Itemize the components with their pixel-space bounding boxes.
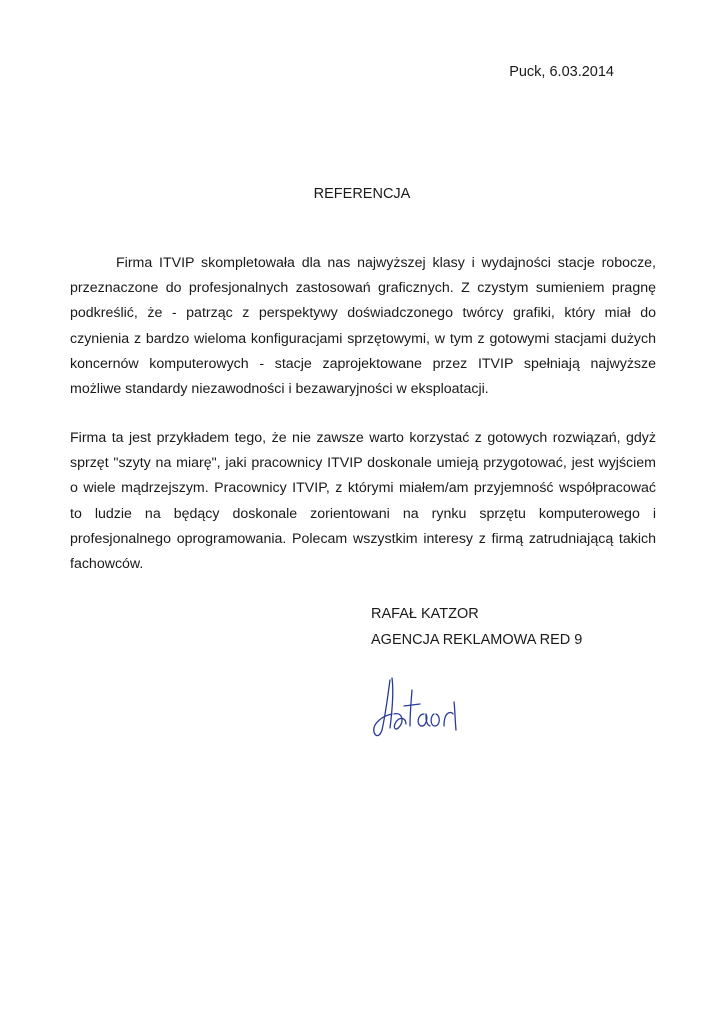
signature-icon	[368, 672, 468, 752]
sender-name: RAFAŁ KATZOR	[371, 606, 479, 622]
date-line: Puck, 6.03.2014	[509, 64, 614, 80]
sender-company: AGENCJA REKLAMOWA RED 9	[371, 631, 583, 648]
sender-block	[371, 602, 582, 653]
document-title: REFERENCJA	[313, 186, 411, 202]
paragraph-2: Firma ta jest przykładem tego, że nie zawsze warto korzystać z gotowych rozwiązań, gdyż sprzęt "szyty na miarę", jaki pracownicy ITVIP doskonale umieją przygotować, jest wyjściem o wiele mądrzejszym. Pracownicy ITVIP, z którymi miałem/am przyjemność współpracować to ludzie na będący doskonale zorientowani na rynku sprzętu komputerowego i profesjonalnego oprogramowania. Polecam wszystkim interesy z firmą zatrudniającą takich fachowców.	[70, 430, 656, 573]
paragraph-1: Firma ITVIP skompletowała dla nas najwyższej klasy i wydajności stacje robocze, przeznaczone do profesjonalnych zastosowań graficznych. Z czystym sumieniem pragnę podkreślić, że - patrząc z perspektywy doświadczonego twórcy grafiki, który miał do czynienia z bardzo wieloma konfiguracjami sprzętowymi, w tym z gotowymi stacjami dużych koncernów komputerowych - stacje zaprojektowane przez ITVIP spełniają najwyższe możliwe standardy niezawodności i bezawaryjności w eksploatacji.	[70, 255, 656, 398]
